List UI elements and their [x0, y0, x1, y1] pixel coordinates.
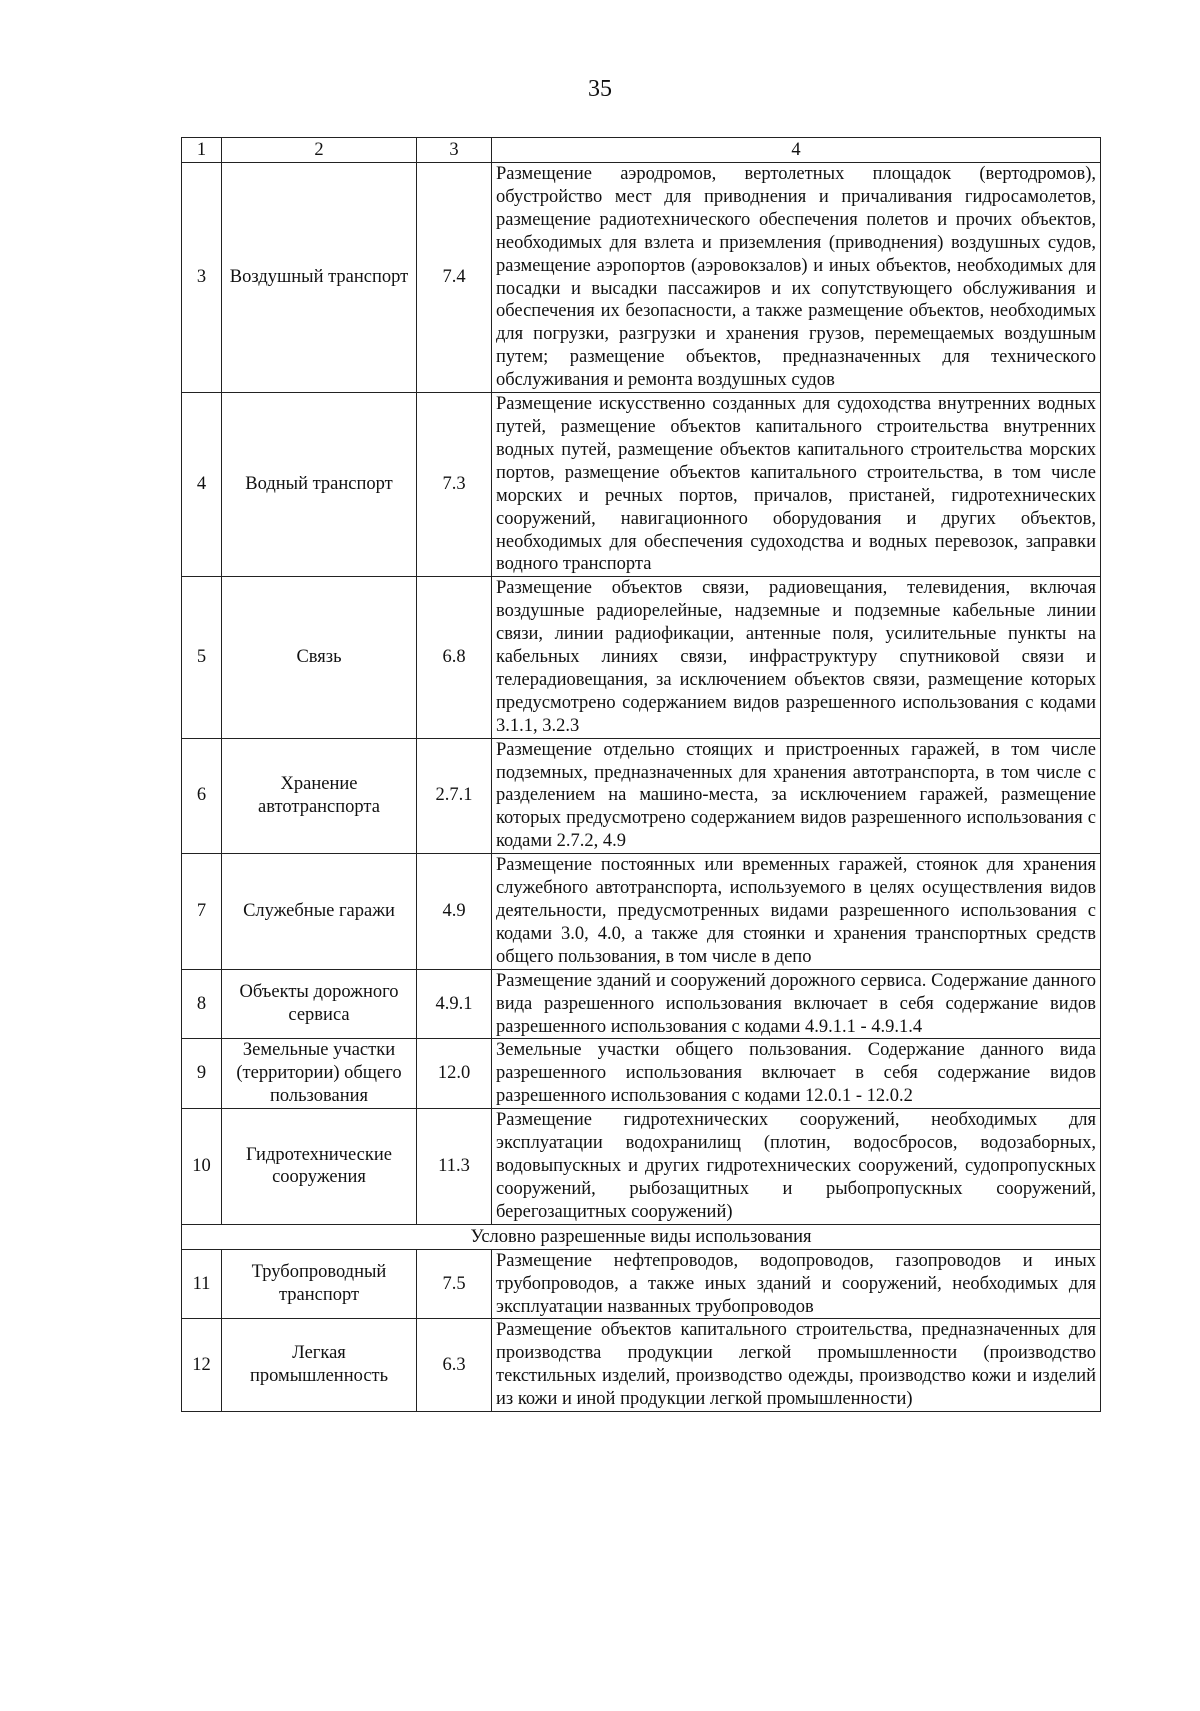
use-type-name: Связь [222, 577, 417, 738]
use-type-code: 7.5 [417, 1249, 492, 1319]
header-col-2: 2 [222, 138, 417, 163]
section-header-row [182, 1224, 1101, 1249]
row-number: 10 [182, 1109, 222, 1225]
use-type-code: 6.3 [417, 1319, 492, 1412]
use-type-description: Размещение нефтепроводов, водопроводов, газопроводов и иных трубопроводов, а также иных зданий и сооружений, необходимых для эксплуатации названных трубопроводов [492, 1249, 1101, 1319]
use-type-name: Водный транспорт [222, 393, 417, 577]
use-type-code: 7.4 [417, 163, 492, 393]
use-type-name: Воздушный транспорт [222, 163, 417, 393]
use-type-name: Легкая промышленность [222, 1319, 417, 1412]
use-type-code: 4.9 [417, 854, 492, 970]
section-title: Условно разрешенные виды использования [182, 1224, 1101, 1249]
row-number: 9 [182, 1039, 222, 1109]
use-type-name: Служебные гаражи [222, 854, 417, 970]
use-type-name: Объекты дорожного сервиса [222, 969, 417, 1039]
table-row [182, 1249, 1101, 1319]
table-row [182, 1109, 1101, 1225]
use-type-code: 11.3 [417, 1109, 492, 1225]
table-row [182, 1319, 1101, 1412]
use-type-name: Земельные участки (территории) общего пользования [222, 1039, 417, 1109]
header-col-3: 3 [417, 138, 492, 163]
row-number: 12 [182, 1319, 222, 1412]
use-type-code: 12.0 [417, 1039, 492, 1109]
use-type-description: Размещение постоянных или временных гаражей, стоянок для хранения служебного автотранспорта, используемого в целях осуществления видов деятельности, предусмотренных видами разрешенного использования с кодами 3.0, 4.0, а также для стоянки и хранения транспортных средств общего пользования, в том числе в депо [492, 854, 1101, 970]
use-type-description: Размещение аэродромов, вертолетных площадок (вертодромов), обустройство мест для приводнения и причаливания гидросамолетов, размещение радиотехнического обеспечения полетов и прочих объектов, необходимых для взлета и приземления (приводнения) воздушных судов, размещение аэропортов (аэровокзалов) и иных объектов, необходимых для посадки и высадки пассажиров и их сопутствующего обслуживания и обеспечения их безопасности, а также размещение объектов, необходимых для погрузки, разгрузки и хранения грузов, перемещаемых воздушным путем; размещение объектов, предназначенных для технического обслуживания и ремонта воздушных судов [492, 163, 1101, 393]
use-type-name: Трубопроводный транспорт [222, 1249, 417, 1319]
use-type-description: Размещение объектов связи, радиовещания, телевидения, включая воздушные радиорелейные, надземные и подземные кабельные линии связи, линии радиофикации, антенные поля, усилительные пункты на кабельных линиях связи, инфраструктуру спутниковой связи и телерадиовещания, за исключением объектов связи, размещение которых предусмотрено содержанием видов разрешенного использования с кодами 3.1.1, 3.2.3 [492, 577, 1101, 738]
row-number: 4 [182, 393, 222, 577]
use-type-description: Размещение искусственно созданных для судоходства внутренних водных путей, размещение объектов капитального строительства внутренних водных путей, размещение объектов капитального строительства морских портов, размещение объектов капитального строительства, в том числе морских и речных портов, причалов, пристаней, гидротехнических сооружений, навигационного оборудования и других объектов, необходимых для обеспечения судоходства и водных перевозок, заправки водного транспорта [492, 393, 1101, 577]
table-row [182, 738, 1101, 854]
use-type-code: 7.3 [417, 393, 492, 577]
use-type-name: Хранение автотранспорта [222, 738, 417, 854]
use-type-name: Гидротехнические сооружения [222, 1109, 417, 1225]
use-type-code: 6.8 [417, 577, 492, 738]
table-row [182, 1039, 1101, 1109]
row-number: 8 [182, 969, 222, 1039]
use-type-description: Размещение зданий и сооружений дорожного сервиса. Содержание данного вида разрешенного использования включает в себя содержание видов разрешенного использования с кодами 4.9.1.1 - 4.9.1.4 [492, 969, 1101, 1039]
row-number: 5 [182, 577, 222, 738]
use-type-description: Земельные участки общего пользования. Содержание данного вида разрешенного использования включает в себя содержание видов разрешенного использования с кодами 12.0.1 - 12.0.2 [492, 1039, 1101, 1109]
table-row [182, 854, 1101, 970]
header-col-1: 1 [182, 138, 222, 163]
table-row [182, 577, 1101, 738]
use-type-description: Размещение объектов капитального строительства, предназначенных для производства продукции легкой промышленности (производство текстильных изделий, производство одежды, производство кожи и изделий из кожи и иной продукции легкой промышленности) [492, 1319, 1101, 1412]
table-header-row [182, 138, 1101, 163]
header-col-4: 4 [492, 138, 1101, 163]
page-number: 35 [588, 76, 612, 102]
use-type-code: 4.9.1 [417, 969, 492, 1039]
use-type-description: Размещение отдельно стоящих и пристроенных гаражей, в том числе подземных, предназначенных для хранения автотранспорта, в том числе с разделением на машино-места, за исключением гаражей, размещение которых предусмотрено содержанием видов разрешенного использования с кодами 2.7.2, 4.9 [492, 738, 1101, 854]
table-row [182, 393, 1101, 577]
use-type-code: 2.7.1 [417, 738, 492, 854]
table-row [182, 969, 1101, 1039]
table-row [182, 163, 1101, 393]
row-number: 3 [182, 163, 222, 393]
row-number: 7 [182, 854, 222, 970]
use-type-description: Размещение гидротехнических сооружений, необходимых для эксплуатации водохранилищ (плотин, водосбросов, водозаборных, водовыпускных и других гидротехнических сооружений, судопропускных сооружений, рыбозащитных и рыбопропускных сооружений, берегозащитных сооружений) [492, 1109, 1101, 1225]
row-number: 11 [182, 1249, 222, 1319]
land-use-table [181, 137, 1101, 1412]
row-number: 6 [182, 738, 222, 854]
